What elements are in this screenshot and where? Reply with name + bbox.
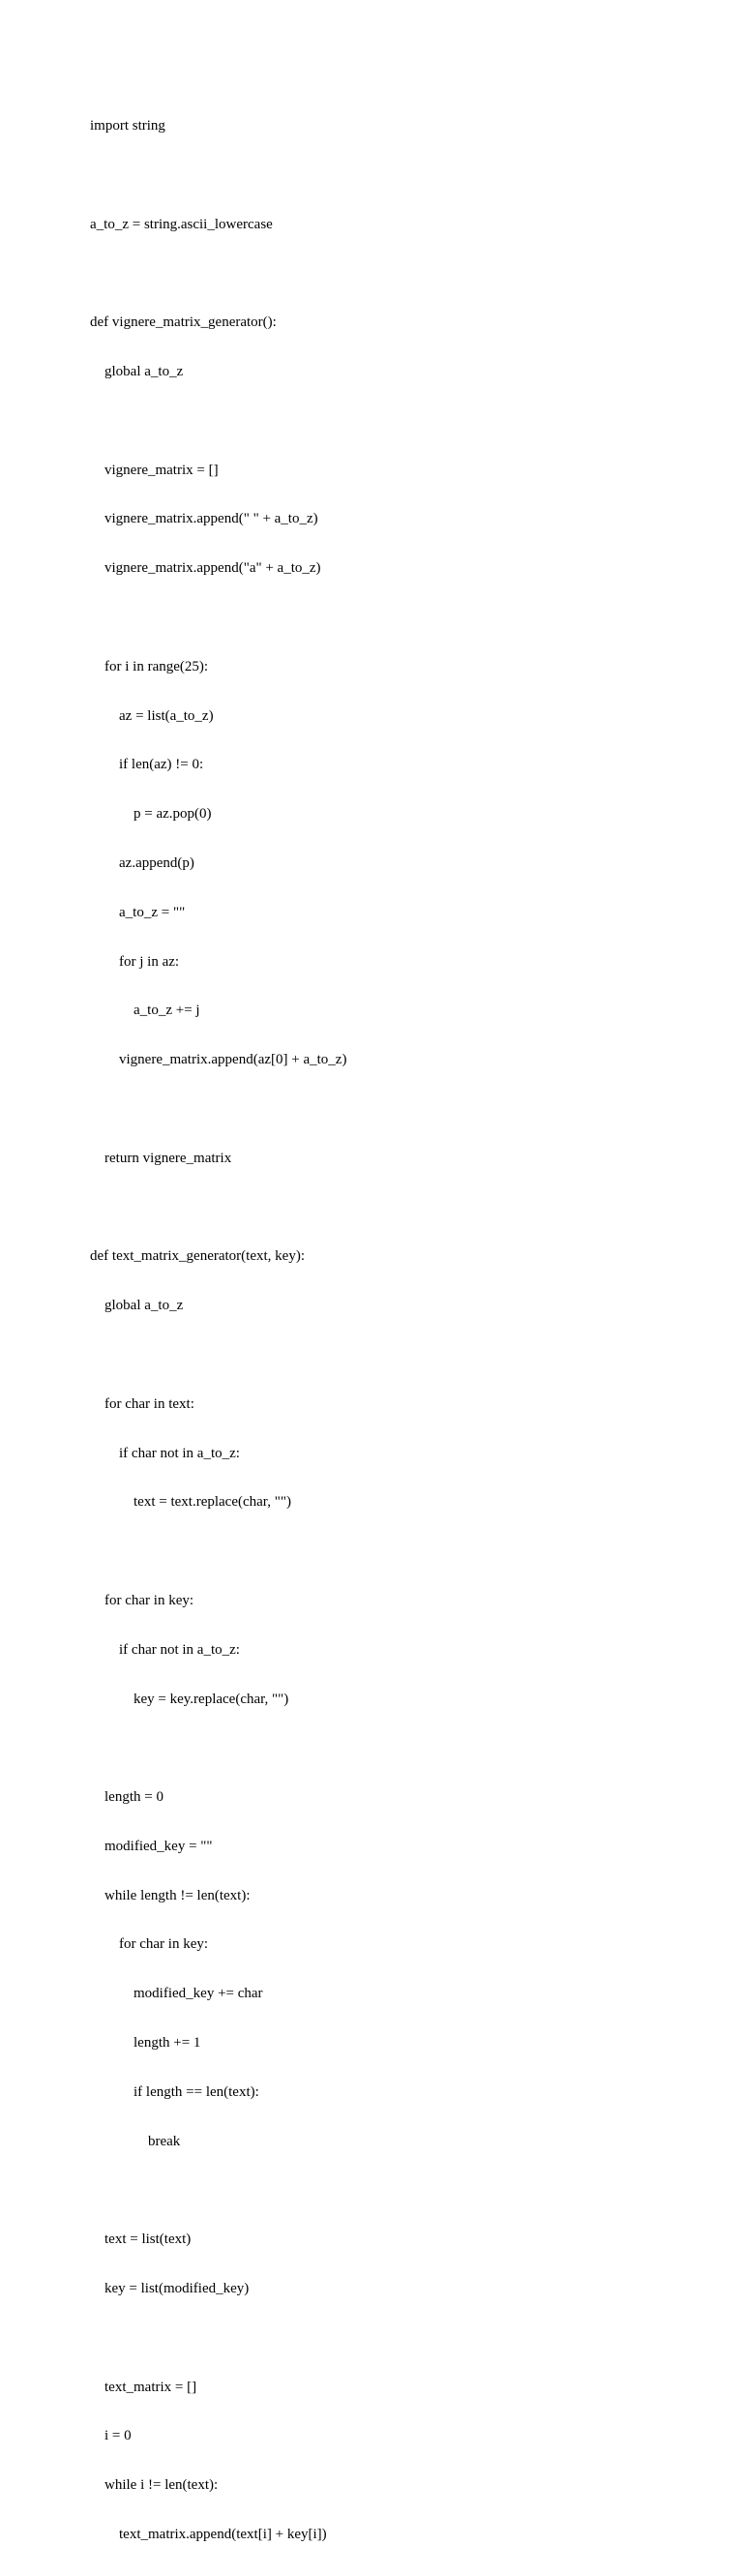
code-line: if char not in a_to_z: bbox=[90, 1445, 240, 1461]
code-line bbox=[90, 1740, 346, 1756]
code-line: import string bbox=[90, 118, 165, 134]
code-line: a_to_z = "" bbox=[90, 904, 186, 920]
code-line: a_to_z = string.ascii_lowercase bbox=[90, 216, 273, 232]
code-line: length = 0 bbox=[90, 1789, 163, 1806]
code-line: while i != len(text): bbox=[90, 2477, 219, 2494]
code-line: text_matrix.append(text[i] + key[i]) bbox=[90, 2527, 327, 2543]
code-line: vignere_matrix = [] bbox=[90, 462, 219, 478]
code-line: break bbox=[90, 2133, 181, 2149]
code-line: for j in az: bbox=[90, 953, 180, 970]
code-line: key = key.replace(char, "") bbox=[90, 1691, 289, 1707]
code-line: text = text.replace(char, "") bbox=[90, 1494, 291, 1511]
code-listing bbox=[90, 85, 346, 2576]
code-line: az = list(a_to_z) bbox=[90, 707, 214, 724]
code-line bbox=[90, 1347, 346, 1363]
code-line: while length != len(text): bbox=[90, 1887, 251, 1903]
code-line: modified_key += char bbox=[90, 1986, 263, 2002]
code-line: a_to_z += j bbox=[90, 1003, 200, 1019]
code-line: modified_key = "" bbox=[90, 1838, 213, 1854]
code-line bbox=[90, 1543, 346, 1560]
code-line: key = list(modified_key) bbox=[90, 2281, 250, 2297]
code-line: vignere_matrix.append("a" + a_to_z) bbox=[90, 560, 321, 577]
code-line: i = 0 bbox=[90, 2428, 132, 2444]
code-line: for char in text: bbox=[90, 1395, 194, 1412]
code-line: for i in range(25): bbox=[90, 658, 209, 674]
code-line: def vignere_matrix_generator(): bbox=[90, 315, 277, 331]
code-line bbox=[90, 610, 346, 626]
code-line bbox=[90, 1200, 346, 1216]
code-line: global a_to_z bbox=[90, 363, 184, 379]
code-line bbox=[90, 1101, 346, 1118]
code-line: if char not in a_to_z: bbox=[90, 1641, 240, 1658]
code-line bbox=[90, 413, 346, 430]
code-line bbox=[90, 167, 346, 184]
code-line: if length == len(text): bbox=[90, 2083, 259, 2100]
code-line bbox=[90, 265, 346, 282]
code-line: global a_to_z bbox=[90, 1298, 184, 1314]
code-line: vignere_matrix.append(az[0] + a_to_z) bbox=[90, 1052, 347, 1068]
code-line: text_matrix = [] bbox=[90, 2379, 197, 2395]
code-line: vignere_matrix.append(" " + a_to_z) bbox=[90, 511, 318, 527]
code-line bbox=[90, 2182, 346, 2199]
code-line: text = list(text) bbox=[90, 2232, 192, 2248]
code-line: for char in key: bbox=[90, 1936, 209, 1953]
code-line: return vignere_matrix bbox=[90, 1150, 232, 1166]
code-line: def text_matrix_generator(text, key): bbox=[90, 1248, 305, 1265]
code-line bbox=[90, 2330, 346, 2347]
code-line: if len(az) != 0: bbox=[90, 757, 204, 773]
code-line: p = az.pop(0) bbox=[90, 806, 212, 823]
code-line: az.append(p) bbox=[90, 854, 194, 871]
code-line: for char in key: bbox=[90, 1592, 194, 1608]
code-line: length += 1 bbox=[90, 2035, 201, 2052]
